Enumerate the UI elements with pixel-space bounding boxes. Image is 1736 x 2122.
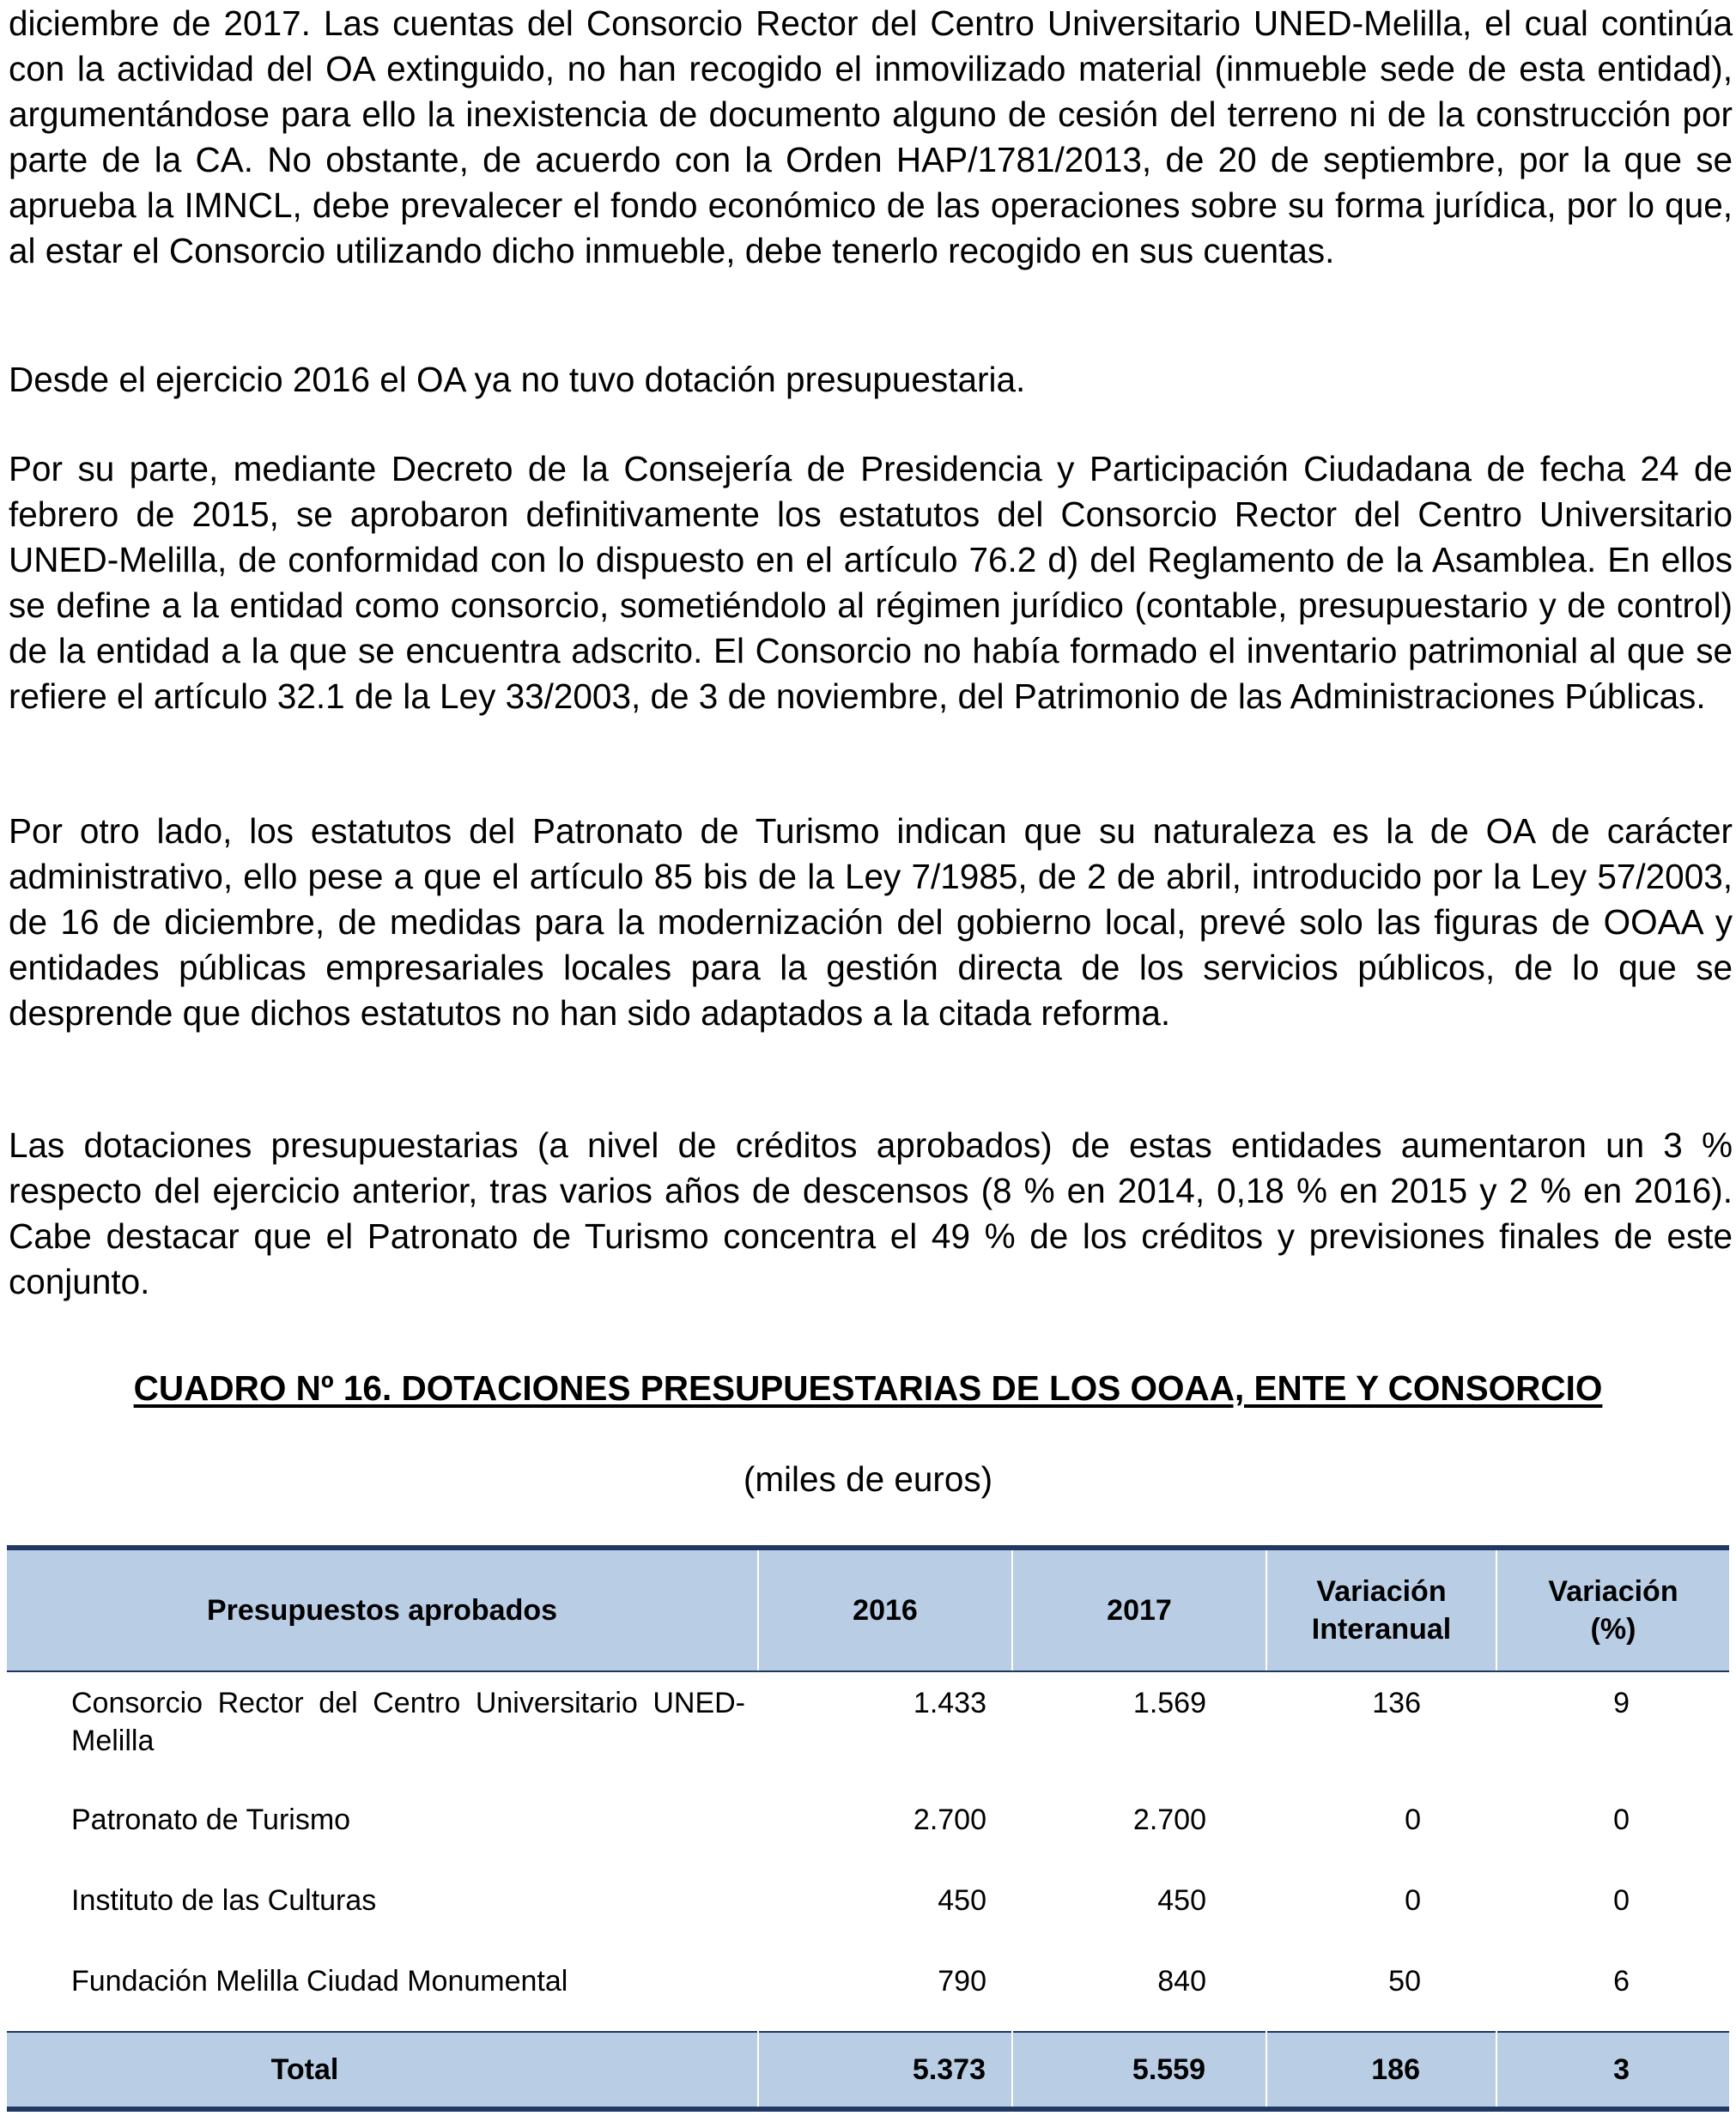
header-presupuestos: Presupuestos aprobados xyxy=(7,1548,758,1671)
paragraph-consorcio-cuentas: diciembre de 2017. Las cuentas del Consorcio Rector del Centro Universitario UNED-Melilla, el cual continúa con la actividad del OA extinguido, no han recogido el inmovilizado material (inmueble sede de esta entidad), argumentándose para ello la inexistencia de documento alguno de cesión del terreno ni de la construcción por parte de la CA. No obstante, de acuerdo con la Orden HAP/1781/2013, de 20 de septiembre, por la que se aprueba la IMNCL, debe prevalecer el fondo económico de las operaciones sobre su forma jurídica, por lo que, al estar el Consorcio utilizando dicho inmueble, debe tenerlo recogido en sus cuentas. xyxy=(9,3,1733,270)
header-2016: 2016 xyxy=(758,1548,1012,1671)
table-row xyxy=(7,1671,1729,1789)
row-name: Fundación Melilla Ciudad Monumental xyxy=(71,1965,568,1998)
row-variacion-interanual: 136 xyxy=(1372,1687,1421,1719)
paragraph-decreto-estatutos: Por su parte, mediante Decreto de la Consejería de Presidencia y Participación Ciudadana de fecha 24 de febrero de 2015, se aprobaron definitivamente los estatutos del Consorcio Rector del Centro Universitario UNED-Melilla, de conformidad con lo dispuesto en el artículo 76.2 d) del Reglamento de la Asamblea. En ellos se define a la entidad como consorcio, sometiéndolo al régimen jurídico (contable, presupuestario y de control) de la entidad a la que se encuentra adscrito. El Consorcio no había formado el inventario patrimonial al que se refiere el artículo 32.1 de la Ley 33/2003, de 3 de noviembre, del Patrimonio de las Administraciones Públicas. xyxy=(9,449,1733,716)
table-row xyxy=(7,1789,1729,1870)
row-name: Instituto de las Culturas xyxy=(71,1884,377,1917)
table-units: (miles de euros) xyxy=(743,1459,993,1499)
table-title: CUADRO Nº 16. DOTACIONES PRESUPUESTARIAS DE LOS OOAA, ENTE Y CONSORCIO xyxy=(133,1368,1603,1408)
row-2016: 2.700 xyxy=(913,1804,986,1836)
header-2017: 2017 xyxy=(1012,1548,1266,1671)
total-2016: 5.373 xyxy=(758,2032,1012,2109)
total-2017: 5.559 xyxy=(1012,2032,1266,2109)
total-variacion-interanual: 186 xyxy=(1266,2032,1496,2109)
row-2017: 1.569 xyxy=(1132,1687,1206,1719)
row-variacion-pct: 0 xyxy=(1613,1804,1630,1836)
row-2016: 450 xyxy=(938,1884,986,1917)
table-row xyxy=(7,1950,1729,2032)
row-variacion-interanual: 0 xyxy=(1405,1804,1421,1836)
row-variacion-interanual: 0 xyxy=(1405,1884,1421,1917)
budget-table xyxy=(7,1545,1729,2112)
row-variacion-interanual: 50 xyxy=(1388,1965,1421,1998)
paragraph-dotaciones-presupuestarias: Las dotaciones presupuestarias (a nivel de créditos aprobados) de estas entidades aumentaron un 3 % respecto del ejercicio anterior, tras varios años de descensos (8 % en 2014, 0,18 % en 2015 y 2 % en 2016). Cabe destacar que el Patronato de Turismo concentra el 49 % de los créditos y previsiones finales de este conjunto. xyxy=(9,1125,1733,1301)
table-row xyxy=(7,1870,1729,1950)
row-variacion-pct: 0 xyxy=(1613,1884,1630,1917)
row-2016: 790 xyxy=(938,1965,986,1998)
row-2017: 2.700 xyxy=(1132,1804,1206,1836)
row-2016: 1.433 xyxy=(913,1687,986,1719)
header-variacion-pct: Variación (%) xyxy=(1496,1548,1729,1671)
table-total-row xyxy=(7,2032,1729,2109)
total-label: Total xyxy=(7,2032,758,2109)
header-variacion-interanual: Variación Interanual xyxy=(1266,1548,1496,1671)
row-variacion-pct: 6 xyxy=(1613,1965,1630,1998)
row-2017: 450 xyxy=(1157,1884,1206,1917)
row-name: Patronato de Turismo xyxy=(71,1804,351,1836)
paragraph-patronato-turismo: Por otro lado, los estatutos del Patronato de Turismo indican que su naturaleza es la de OA de carácter administrativo, ello pese a que el artículo 85 bis de la Ley 7/1985, de 2 de abril, introducido por la Ley 57/2003, de 16 de diciembre, de medidas para la modernización del gobierno local, prevé solo las figuras de OOAA y entidades públicas empresariales locales para la gestión directa de los servicios públicos, de lo que se desprende que dichos estatutos no han sido adaptados a la citada reforma. xyxy=(9,811,1733,1033)
row-name: Consorcio Rector del Centro Universitario UNED-Melilla xyxy=(71,1687,745,1757)
total-variacion-pct: 3 xyxy=(1496,2032,1729,2109)
table-header-row xyxy=(7,1548,1729,1671)
paragraph-dotacion-2016: Desde el ejercicio 2016 el OA ya no tuvo dotación presupuestaria. xyxy=(9,360,1026,399)
row-variacion-pct: 9 xyxy=(1613,1687,1630,1719)
row-2017: 840 xyxy=(1157,1965,1206,1998)
